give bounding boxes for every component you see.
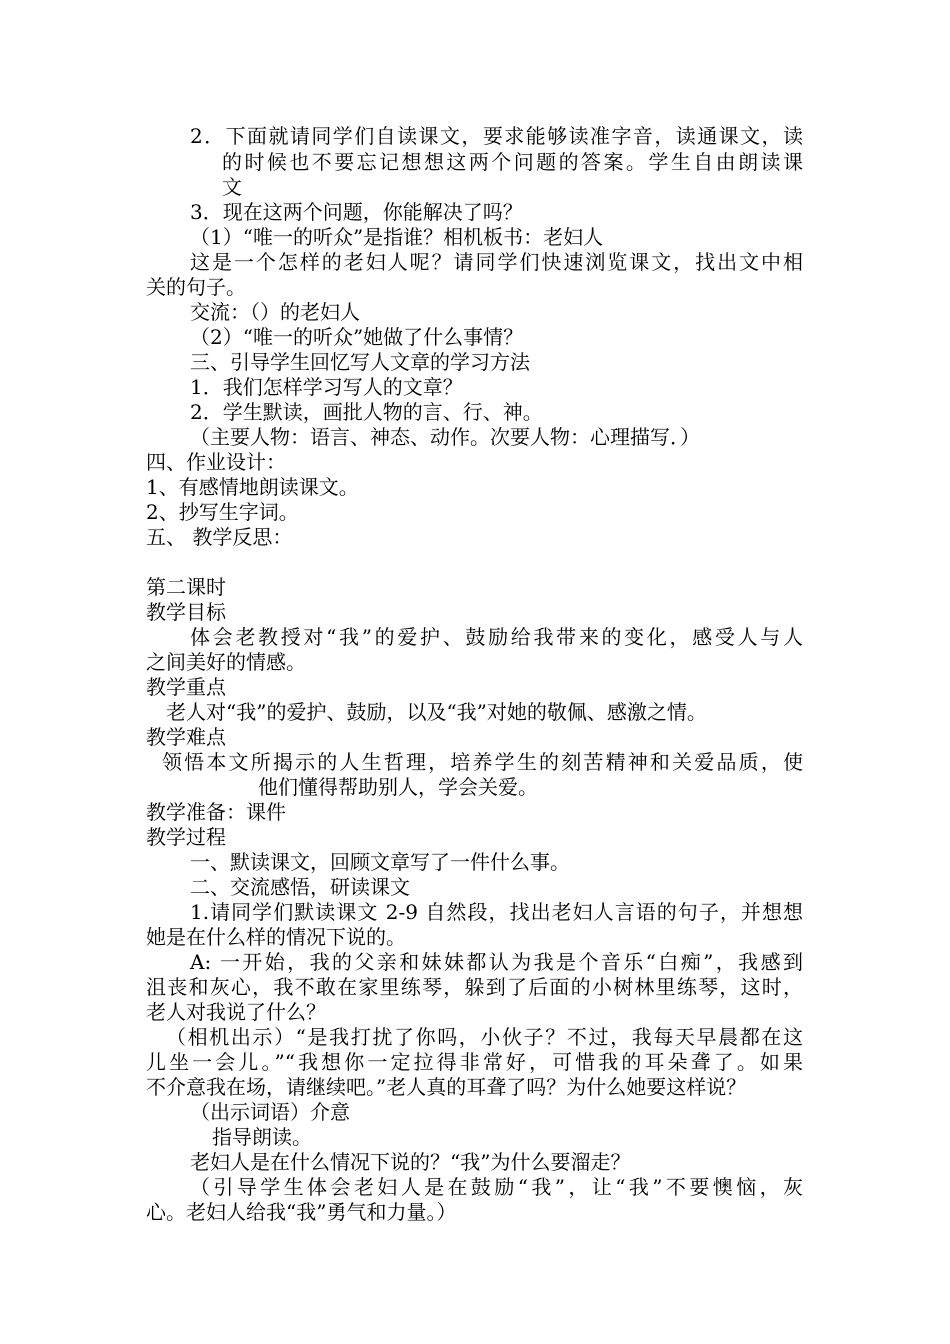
text-line: 一、默读课文，回顾文章写了一件什么事。 <box>190 850 570 874</box>
text-line: 二、交流感悟，研读课文 <box>190 875 410 899</box>
text-line: 交流：（）的老妇人 <box>190 300 360 324</box>
text-line: （2）“唯一的听众”她做了什么事情？ <box>190 325 524 349</box>
text-line: 领悟本文所揭示的人生哲理，培养学生的刻苦精神和关爱品质，使 <box>162 750 803 774</box>
text-line: 她是在什么样的情况下说的。 <box>146 925 406 949</box>
text-line: 不介意我在场，请继续吧。”老人真的耳聋了吗？为什么她要这样说？ <box>146 1075 747 1099</box>
section-heading: 教学难点 <box>146 725 226 749</box>
text-line: （引导学生体会老妇人是在鼓励“我”，让“我”不要懊恼，灰 <box>190 1175 803 1199</box>
text-line: 老人对我说了什么？ <box>146 1000 326 1024</box>
text-line: 文 <box>222 175 242 199</box>
text-line: 老妇人是在什么情况下说的？“我”为什么要溜走？ <box>190 1150 631 1174</box>
text-line: 儿坐一会儿。”“我想你一定拉得非常好，可惜我的耳朵聋了。如果 <box>146 1050 803 1074</box>
section-heading: 教学过程 <box>146 825 226 849</box>
text-line: 他们懂得帮助别人，学会关爱。 <box>258 775 538 799</box>
text-line: 3．现在这两个问题，你能解决了吗？ <box>190 200 523 224</box>
text-line: 2．下面就请同学们自读课文，要求能够读准字音，读通课文，读 <box>190 124 803 148</box>
text-line: 1、有感情地朗读课文。 <box>146 475 359 499</box>
lesson-title: 第二课时 <box>146 575 226 599</box>
text-line: 指导朗读。 <box>212 1125 312 1149</box>
text-line: 体会老教授对“我”的爱护、鼓励给我带来的变化，感受人与人 <box>190 625 803 649</box>
section-heading: 四、作业设计： <box>146 450 286 474</box>
section-heading: 教学重点 <box>146 675 226 699</box>
section-heading: 教学准备：课件 <box>146 800 286 824</box>
text-line: 三、引导学生回忆写人文章的学习方法 <box>190 350 530 374</box>
section-heading: 教学目标 <box>146 600 226 624</box>
text-line: 老人对“我”的爱护、鼓励，以及“我”对她的敬佩、感激之情。 <box>166 700 707 724</box>
text-line: 关的句子。 <box>146 275 246 299</box>
text-line: 1．我们怎样学习写人的文章？ <box>190 375 463 399</box>
section-heading: 五、 教学反思： <box>146 525 293 549</box>
text-line: 2．学生默读，画批人物的言、行、神。 <box>190 400 543 424</box>
text-line: 1.请同学们默读课文 2-9 自然段，找出老妇人言语的句子，并想想 <box>190 900 803 924</box>
text-line: （1）“唯一的听众”是指谁？相机板书：老妇人 <box>190 225 604 249</box>
text-line: 这是一个怎样的老妇人呢？请同学们快速浏览课文，找出文中相 <box>190 250 803 274</box>
text-line: 之间美好的情感。 <box>146 650 306 674</box>
text-line: 2、抄写生字词。 <box>146 500 299 524</box>
text-line: 心。老妇人给我“我”勇气和力量。） <box>146 1200 457 1224</box>
text-line: 沮丧和灰心，我不敢在家里练琴，躲到了后面的小树林里练琴，这时， <box>146 975 803 999</box>
text-line: （出示词语）介意 <box>190 1100 350 1124</box>
text-line: （主要人物：语言、神态、动作。次要人物：心理描写．） <box>190 425 700 449</box>
text-line: （相机出示）“是我打扰了你吗，小伙子？不过，我每天早晨都在这 <box>166 1025 803 1049</box>
text-line: A: 一开始，我的父亲和妹妹都认为我是个音乐“白痴”，我感到 <box>190 950 803 974</box>
text-line: 的时候也不要忘记想想这两个问题的答案。学生自由朗读课 <box>222 150 803 174</box>
